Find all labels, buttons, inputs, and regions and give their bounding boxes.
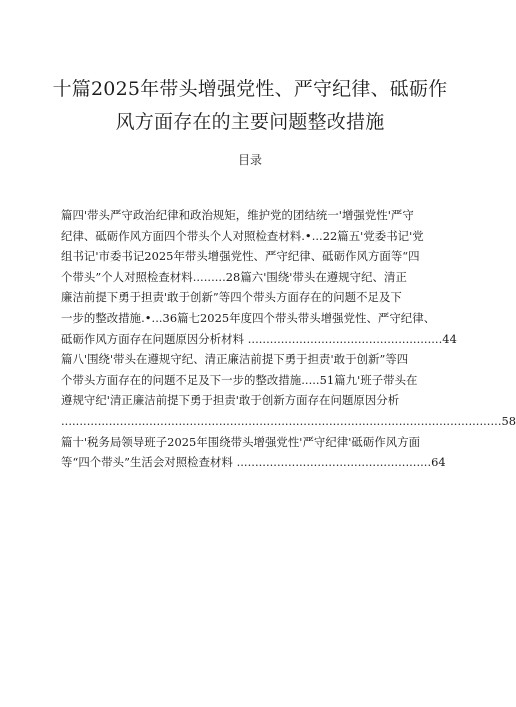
toc-line: 遵规守纪'清正廉洁前提下勇于担责'敢于创新方面存在问题原因分析 (61, 393, 400, 408)
toc-line: 篇十'税务局领导班子2025年围绕带头增强党性'严守纪律'砥砺作风方面 (61, 434, 421, 449)
toc-line: 廉洁前提下勇于担责'敢于创新”等四个带头方面存在的问题不足及下 (61, 290, 402, 305)
toc-line: 篇四'带头严守政治纪律和政治规矩，维护党的团结统一'增强党性'严守 (61, 208, 414, 222)
document-title-line-2: 风方面存在的主要问题整改措施 (115, 111, 385, 133)
document-title-line-1: 十篇2025年带头增强党性、严守纪律、砥砺作 (52, 78, 448, 100)
toc-heading: 目录 (237, 153, 262, 167)
toc-line: 组书记'市委书记2025年带头增强党性、严守纪律、砥砺作风方面等“四 (61, 249, 420, 264)
toc-line: 个带头”个人对照检查材料.........28篇六'围绕'带头在遵规守纪、清正 (61, 269, 407, 284)
toc-line: 一步的整改措施.•...36篇七2025年度四个带头带头增强党性、严守纪律、 (61, 310, 436, 325)
toc-line: 等“四个带头”生活会对照检查材料 .....................................................64 (61, 455, 446, 470)
toc-line: 篇八'围绕'带头在遵规守纪、清正廉洁前提下勇于担责'敢于创新”等四 (61, 352, 409, 367)
table-of-contents (61, 205, 516, 473)
toc-line: ........................................................................................................................58 (61, 413, 516, 428)
toc-line: 纪律、砥砺作风方面四个带头个人对照检查材料.•...22篇五'党委书记'党 (61, 228, 424, 243)
toc-line: 砥砺作风方面存在问题原因分析材料 .....................................................44 (61, 331, 457, 346)
toc-line: 个带头方面存在的问题不足及下一步的整改措施.....51篇九'班子带头在 (61, 372, 418, 387)
